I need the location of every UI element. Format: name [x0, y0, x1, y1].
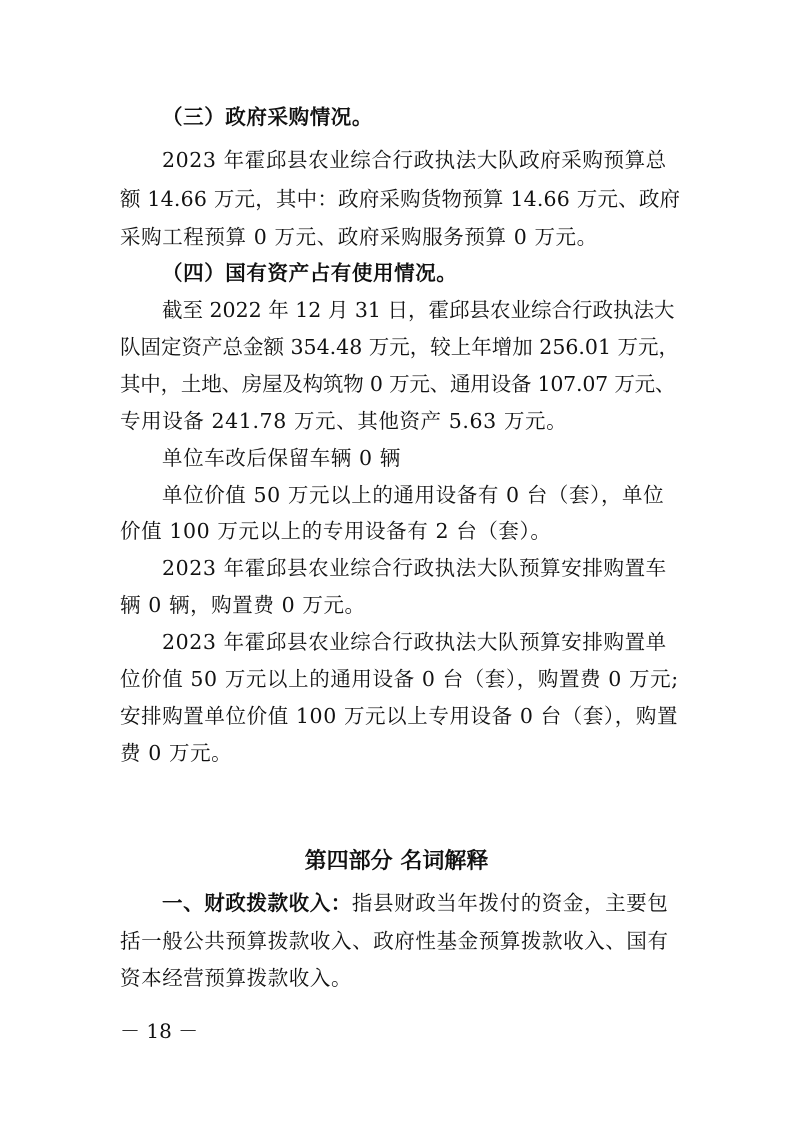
paragraph-line: 辆 0 辆，购置费 0 万元。: [120, 593, 366, 617]
paragraph-line: 额 14.66 万元，其中：政府采购货物预算 14.66 万元、政府: [120, 187, 681, 211]
paragraph-line: 其中，土地、房屋及构筑物 0 万元、通用设备 107.07 万元、: [120, 372, 676, 396]
paragraph-line: 2023 年霍邱县农业综合行政执法大队政府采购预算总: [162, 148, 667, 172]
paragraph-line: 截至 2022 年 12 月 31 日，霍邱县农业综合行政执法大: [162, 298, 675, 322]
paragraph-line: 括一般公共预算拨款收入、政府性基金预算拨款收入、国有: [120, 929, 669, 953]
paragraph-line: 安排购置单位价值 100 万元以上专用设备 0 台（套），购置: [120, 704, 679, 728]
paragraph-line: 单位价值 50 万元以上的通用设备有 0 台（套），单位: [162, 483, 665, 507]
page-number: － 18 －: [120, 1019, 199, 1043]
section-heading-procurement: （三）政府采购情况。: [162, 105, 373, 129]
paragraph-line: 资本经营预算拨款收入。: [120, 966, 353, 990]
paragraph-line: 2023 年霍邱县农业综合行政执法大队预算安排购置单: [162, 630, 667, 654]
paragraph-line: 专用设备 241.78 万元、其他资产 5.63 万元。: [120, 409, 568, 433]
paragraph-line: 2023 年霍邱县农业综合行政执法大队预算安排购置车: [162, 556, 667, 580]
part-title: 第四部分 名词解释: [304, 849, 489, 874]
paragraph-line: 队固定资产总金额 354.48 万元，较上年增加 256.01 万元，: [120, 335, 680, 359]
paragraph-line: 采购工程预算 0 万元、政府采购服务预算 0 万元。: [120, 225, 598, 249]
definition-line: [162, 890, 668, 916]
definition-text: 指县财政当年拨付的资金，主要包: [351, 891, 669, 915]
paragraph-line: 价值 100 万元以上的专用设备有 2 台（套）。: [120, 519, 552, 543]
paragraph-line: 单位车改后保留车辆 0 辆: [162, 446, 401, 470]
definition-term: 一、财政拨款收入：: [162, 891, 352, 915]
section-heading-assets: （四）国有资产占有使用情况。: [162, 261, 458, 285]
paragraph-line: 位价值 50 万元以上的通用设备 0 台（套），购置费 0 万元;: [120, 667, 679, 691]
paragraph-line: 费 0 万元。: [120, 741, 233, 765]
